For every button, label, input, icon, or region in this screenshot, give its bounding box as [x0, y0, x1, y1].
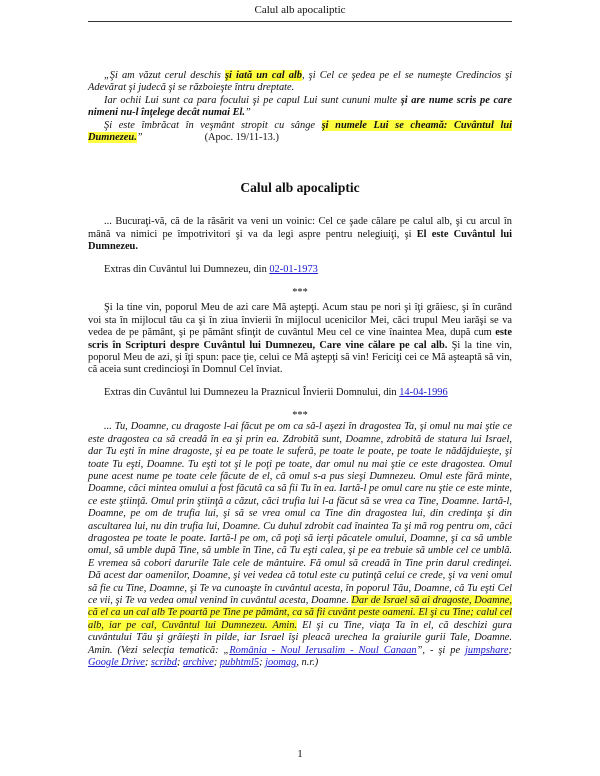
section-separator: *** — [292, 286, 308, 298]
excerpt-2-source — [88, 387, 512, 399]
link-separator: ; — [144, 657, 151, 669]
main-title: Calul alb apocaliptic — [240, 180, 360, 195]
pubhtml5-link[interactable]: pubhtml5 — [219, 657, 260, 669]
source-text: Extras din Cuvântul lui Dumnezeu la Praznicul Învierii Domnului, din — [104, 387, 400, 399]
jumpshare-link[interactable]: jumpshare — [465, 644, 509, 656]
archive-link[interactable]: archive — [182, 657, 214, 669]
scribd-link[interactable]: scribd — [150, 657, 177, 669]
epigraph-colon: : — [443, 119, 454, 131]
paragraph-text: Şi la tine vin, poporul Meu de azi care Mă aştepţi. Acum stau pe nori şi îţi grăiesc, şi în curând voi sta în mijlocul tău ca şi în ziua învierii în mijlocul ucenicilor Mei, căci trupul Meu iarăşi se va vedea de pe pământ, şi pe pământ sfinţit de cuvântul Meu cel ce vine înaintea Mea, după cum — [88, 302, 512, 339]
joomag-link[interactable]: joomag — [265, 657, 297, 669]
epigraph-highlight: şi iată un cal alb — [224, 70, 302, 81]
excerpt-3-text — [88, 421, 512, 669]
source-text: Extras din Cuvântul lui Dumnezeu, din — [104, 264, 270, 275]
date-link[interactable]: 14-04-1996 — [399, 387, 448, 399]
excerpt-1-text — [88, 216, 512, 253]
epigraph-paragraph-2 — [88, 95, 512, 120]
epigraph-text: , şi Cel ce şedea pe el se numeşte Credincios şi Adevărat şi judecă şi se războieşte întru dreptate. — [88, 70, 512, 94]
epigraph-bold: şi are nume scris pe care nimeni nu-l înţelege decât numai El. — [88, 94, 512, 119]
link-separator: ; — [508, 644, 513, 656]
epigraph-paragraph-3 — [88, 120, 512, 145]
epigraph-text: „Şi am văzut cerul deschis — [104, 70, 225, 81]
link-separator: ; — [213, 657, 220, 669]
paragraph-text: Şi la tine vin, poporul Meu de azi, şi îţi spun: pace ţie, celui ce Mă aştepţi să vin! Fericiţi cei ce Mă aşteaptă să vin, că aceia sunt credincioşi în Domnul Cel înviat. — [88, 339, 512, 376]
page-number: 1 — [297, 748, 303, 760]
thematic-selection-link[interactable]: România - Noul Ierusalim - Noul Canaan — [229, 644, 417, 656]
paragraph-bold: este scris în Scripturi despre Cuvântul lui Dumnezeu, Care vine călare pe cal alb. — [88, 327, 512, 351]
paragraph-text: El şi cu Tine, viaţa Ta în el, că deschizi gura cuvântului Tău şi grăieşti în pilde, iar Israel îşi pleacă urechea la graiurile gurii Tale, Doamne. Amin. (Vezi selecţia tematică: „ — [88, 619, 512, 656]
paragraph-text: ... Bucuraţi-vă, că de la răsărit va veni un voinic: Cel ce şade călare pe calul alb, şi cu arcul în mână va nimici pe împotrivitori şi va da legi aspre pentru nelegiuiţi, şi — [88, 216, 512, 240]
date-link[interactable]: 02-01-1973 — [269, 264, 318, 275]
header-rule — [88, 21, 512, 22]
paragraph-bold: El este Cuvântul lui Dumnezeu. — [88, 228, 513, 253]
excerpt-3 — [88, 411, 512, 680]
epigraph-quote-mark: ” — [245, 107, 251, 119]
epigraph-highlight: şi numele Lui se cheamă — [321, 119, 444, 131]
epigraph — [88, 70, 512, 144]
excerpt-1-source — [88, 264, 512, 276]
epigraph-text: Şi este îmbrăcat în veşmânt stropit cu sânge — [104, 119, 322, 131]
epigraph-paragraph-1 — [88, 70, 512, 95]
link-separator: ; — [176, 657, 183, 669]
section-separator: *** — [292, 410, 308, 422]
paragraph-text: ... Tu, Doamne, cu dragoste l-ai făcut pe om ca să-l aşezi în dragostea Ta, şi omul nu mai ştie ce este dragostea ca să creadă în ea şi prin ea. Zdrobită sunt, Doamne, zdrobită de statura lui Israel, dar Tu eşti în mine dragoste, şi ea pe toate le suferă, pe toate le poate, pe toate le nădăjduieşte, şi toate Tu eşti, Doamne. Tu eşti tot şi le poţi pe toate, dar omul nu mai ştie ce este dragostea. Omul pune acest nume pe toate cele făcute de el, că omul s-a pus sieşi Dumnezeu. Omul este fără minte, Doamne, căci mintea omului a fost făcută ca să fii Tu în ea. Iartă-l pe omul care nu ştie ce este minte, ce este ştiinţă. Omul prin ştiinţă a căzut, căci trufia lui l-a făcut să se vrea ca Tine, Doamne. Iartă-l, Doamne, pe om de trufia lui, şi să se vrea omul ca Tine din dragostea lui, din credinţa şi din ascultarea lui, nu din trufia lui, Doamne. Cu duhul zdrobit cad înaintea Ta şi mă rog pentru om, căci dragostea pe toate le poate. Iartă-l pe om, că poţi să ierţi păcatele omului, Doamne, şi ca să umble omul, să umble după Tine, să umble în Tine, că Tu eşti calea, şi pe ea trebuie să umble cel ce umblă. E vremea să cobori darurile Tale cele de mântuire. Fă omul să creadă în Tine prin darul credinţei. Dă acest dar oamenilor, Doamne, şi vei vedea că totul este cu putinţă celui ce crede, şi va veni omul să fie cu Tine, Doamne, şi Te va cunoaşte în cuvântul acesta, în poporul Tău, Doamne, că Tu eşti Cel ce vii, şi Te va vedea omul venind în cuvântul acesta, Doamne. — [88, 421, 512, 607]
paragraph-text: ”, - şi pe — [416, 644, 466, 656]
epigraph-reference: (Apoc. 19/11-13.) — [204, 132, 279, 144]
epigraph-highlight: Cuvântul lui Dumnezeu. — [88, 119, 513, 144]
epigraph-quote-mark: ” — [136, 132, 143, 144]
epigraph-text: Iar ochii Lui sunt ca para focului şi pe capul Lui sunt cununi multe — [104, 94, 401, 106]
google-drive-link[interactable]: Google Drive — [88, 657, 145, 669]
running-header: Calul alb apocaliptic — [254, 4, 346, 16]
paragraph-highlight: Dar de Israel să ai dragoste, Doamne, că el ca un cal alb Te poartă pe Tine pe pământ, ca să fii cuvânt peste oameni. El şi cu Tine; calul cel alb, iar pe cal, Cuvântul lui Dumnezeu. Amin. — [88, 595, 512, 631]
excerpt-2-text — [88, 302, 512, 376]
paragraph-text: , n.r.) — [296, 657, 319, 669]
link-separator: ; — [259, 657, 266, 669]
